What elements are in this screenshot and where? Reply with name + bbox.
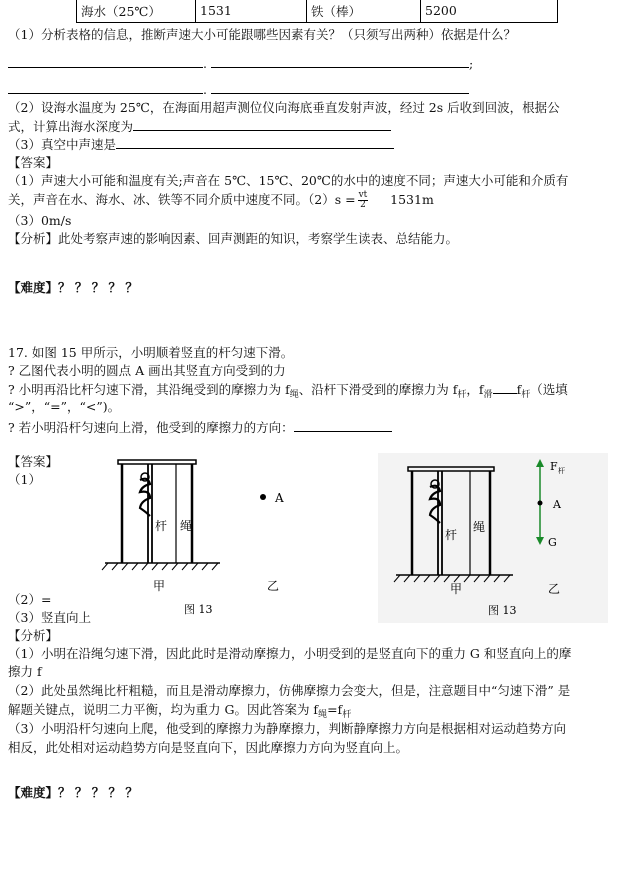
subscript: 滑 (483, 390, 493, 400)
figure-left (100, 455, 350, 620)
question-2-text: 式，计算出海水深度为 (8, 119, 134, 134)
point-a-label: A (275, 491, 284, 505)
force-down-label: G (548, 536, 557, 549)
separator: . (203, 56, 207, 71)
answer-blank-row (8, 55, 473, 72)
text: 、沿杆下滑受到的摩擦力为 f (298, 382, 458, 397)
point-a-label: A (553, 498, 561, 511)
answer-blank[interactable] (211, 81, 469, 94)
separator: ; (468, 56, 474, 71)
analysis-17-3a: （3）小明沿杆匀速向上爬，他受到的摩擦力为静摩擦力，判断静摩擦力方向是根据相对运动趋势方向 (8, 721, 566, 736)
subscript: 绳 (318, 710, 328, 720)
rod-label: 杆 (445, 528, 458, 542)
table-cell: 1531 (196, 0, 307, 23)
table-cell: 铁（棒） (307, 0, 421, 23)
question-2-line1: （2）设海水温度为 25℃，在海面用超声测位仪向海底垂直发射声波，经过 2s 后收到回波，根据公 (8, 100, 560, 115)
answer-blank[interactable] (493, 381, 517, 394)
answer-blank[interactable] (8, 55, 203, 68)
answer-17-part2: （2）= (8, 592, 52, 607)
formula-fraction (358, 191, 369, 210)
figure-right (378, 453, 608, 623)
answer-blank-row (8, 81, 469, 98)
force-up-label: F (550, 460, 558, 473)
analysis-1: 【分析】此处考察声速的影响因素、回声测距的知识，考察学生读表、总结能力。 (8, 231, 459, 246)
force-up-subscript: 杆 (558, 467, 565, 475)
analysis-17-2b (8, 702, 351, 723)
speed-table (76, 0, 558, 23)
subscript: 绳 (289, 390, 299, 400)
analysis-17-2a: （2）此处虽然绳比杆粗糙，而且是滑动摩擦力，仿佛摩擦力会变大，但是，注意题目中“匀速下滑” 是 (8, 683, 571, 698)
fraction-numerator: vt (358, 190, 368, 200)
question-17-line1: 17. 如图 15 甲所示，小明顺着竖直的杆匀速下滑。 (8, 345, 294, 360)
rope-label: 绳 (473, 520, 486, 534)
text: 解题关键点，说明二力平衡，均为重力 G。因此答案为 f (8, 702, 319, 717)
text: ，f (466, 382, 484, 397)
figure-caption: 图 13 (184, 603, 213, 616)
question-1-text: （1）分析表格的信息，推断声速大小可能跟哪些因素有关？（只须写出两种）依据是什么？ (8, 27, 516, 42)
question-2-line2 (8, 118, 391, 135)
text: ? 若小明沿杆匀速向上滑，他受到的摩擦力的方向： (8, 420, 294, 435)
subscript: 杆 (521, 390, 531, 400)
question-17-line2: ? 乙图代表小明的圆点 A 画出其竖直方向受到的力 (8, 363, 286, 378)
figure-right-drawing (378, 453, 608, 623)
question-17-line4: “>”，“=”，“<”)。 (8, 399, 121, 414)
answer-blank[interactable] (211, 55, 469, 68)
answer-17-part1: （1） (8, 472, 41, 487)
subscript: 杆 (457, 390, 467, 400)
question-3-line (8, 136, 394, 153)
question-17-line5 (8, 419, 392, 436)
figure-left-drawing (100, 455, 350, 620)
answer-17-part3: （3）竖直向上 (8, 610, 91, 625)
text: f (516, 382, 522, 397)
answer-heading: 【答案】 (8, 155, 59, 170)
table-cell: 海水（25℃） (77, 0, 196, 23)
rope-label: 绳 (180, 519, 193, 533)
fraction-denominator: 2 (360, 200, 366, 210)
answer-heading: 【答案】 (8, 454, 59, 469)
subscript: 杆 (342, 710, 352, 720)
answer-blank[interactable] (133, 118, 391, 131)
question-3-text: （3）真空中声速是 (8, 137, 116, 152)
difficulty-rating: 【难度】？ ？ ？ ？ ？ (8, 280, 138, 295)
text: （选填 (530, 382, 568, 397)
table-cell: 5200 (421, 0, 558, 23)
answer-blank[interactable] (116, 136, 394, 149)
yi-label: 乙 (267, 579, 280, 593)
separator: . (203, 82, 207, 97)
rod-label: 杆 (155, 519, 168, 533)
answer-3: （3）0m/s (8, 213, 72, 228)
figure-caption: 图 13 (488, 604, 517, 617)
answer-blank[interactable] (8, 81, 203, 94)
answer-1-line2 (8, 191, 434, 210)
answer-text: 关，声音在水、海水、冰、铁等不同介质中速度不同。（2）s = (8, 192, 356, 207)
jia-label: 甲 (450, 582, 463, 596)
answer-blank[interactable] (294, 419, 392, 432)
analysis-heading: 【分析】 (8, 628, 59, 643)
jia-label: 甲 (153, 579, 166, 593)
difficulty-rating: 【难度】？ ？ ？ ？ ？ (8, 785, 138, 800)
text: =f (327, 702, 343, 717)
yi-label: 乙 (548, 582, 561, 596)
text: ? 小明再沿比杆匀速下滑，其沿绳受到的摩擦力为 f (8, 382, 290, 397)
answer-value: 1531m (390, 192, 434, 207)
analysis-17-1b: 擦力 f (8, 664, 42, 679)
analysis-17-1a: （1）小明在沿绳匀速下滑，因此此时是滑动摩擦力，小明受到的是竖直向下的重力 G 和竖直向上的摩 (8, 646, 572, 661)
analysis-17-3b: 相反，此处相对运动趋势方向是竖直向下，因此摩擦力方向为竖直向上。 (8, 740, 409, 755)
table-row (77, 0, 558, 23)
answer-1-line1: （1）声速大小可能和温度有关;声音在 5℃、15℃、20℃的水中的速度不同；声速大小可能和介质有 (8, 173, 569, 188)
